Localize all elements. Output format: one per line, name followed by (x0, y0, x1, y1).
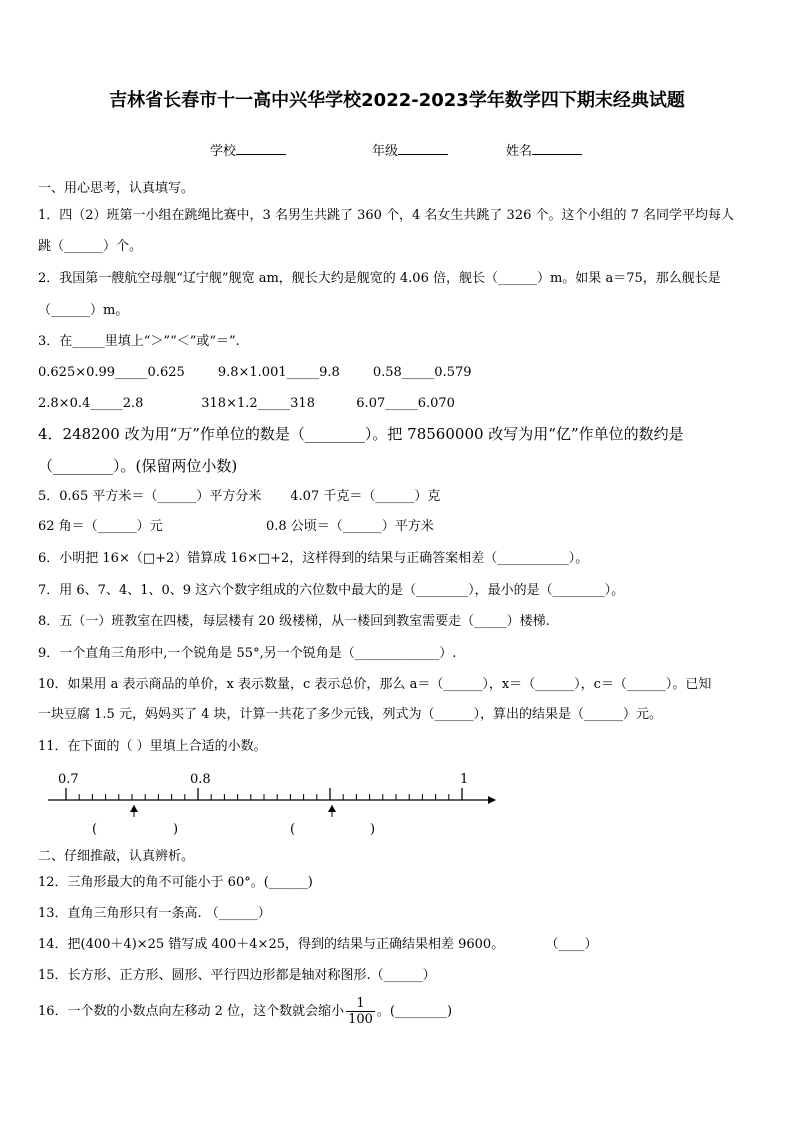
question-3-row-1: 0.625×0.99_____0.625 9.8×1.001_____9.8 0.58_____0.579 (38, 365, 472, 380)
question-15: 15．长方形、正方形、圆形、平行四边形都是轴对称图形.（______） (38, 968, 436, 983)
question-1-line-1: 1．四（2）班第一小组在跳绳比赛中，3 名男生共跳了 360 个，4 名女生共跳了 326 个。这个小组的 7 名同学平均每人 (38, 208, 735, 223)
answer-paren-1-close[interactable]: ) (173, 822, 179, 837)
question-6: 6．小明把 16×（□+2）错算成 16×□+2，这样得到的结果与正确答案相差（___________）。 (38, 551, 589, 566)
fraction-numerator: 1 (346, 996, 375, 1012)
question-16 (38, 994, 452, 1030)
school-label: 学校 (210, 144, 237, 159)
question-5-row-1: 5．0.65 平方米＝（______）平方分米 4.07 千克＝（______）克 (38, 489, 441, 504)
question-9: 9．一个直角三角形中,一个锐角是 55°,另一个锐角是（_____________）. (38, 646, 457, 661)
question-2-line-2: （______）m。 (38, 303, 129, 318)
question-3: 3．在_____里填上“＞”“＜”或“＝”. (38, 334, 240, 349)
arrow-pointer-1-head (130, 805, 138, 812)
question-4-line-1: 4．248200 改为用“万”作单位的数是（________）。把 78560000 改写为用“亿”作单位的数约是 (38, 425, 684, 443)
number-line-label-1: 1 (460, 772, 469, 787)
name-label: 姓名 (506, 144, 533, 159)
fraction-one-hundredth (346, 996, 375, 1027)
question-5-row-2: 62 角＝（______）元 0.8 公顷＝（______）平方米 (38, 519, 434, 534)
question-10-line-1: 10．如果用 a 表示商品的单价，x 表示数量，c 表示总价，那么 a＝（______），x＝（______），c＝（______）。已知 (38, 677, 712, 692)
number-line-ticks (66, 788, 462, 800)
question-8: 8．五（一）班教室在四楼，每层楼有 20 级楼梯，从一楼回到教室需要走（_____）楼梯. (38, 614, 550, 629)
question-2-line-1: 2．我国第一艘航空母舰“辽宁舰”舰宽 am，舰长大约是舰宽的 4.06 倍，舰长（______）m。如果 a＝75，那么舰长是 (38, 271, 721, 286)
section-heading-2: 二、仔细推敲，认真辨析。 (38, 849, 195, 864)
question-4-line-2: （________）。(保留两位小数) (38, 457, 238, 475)
question-7: 7．用 6、7、4、1、0、9 这六个数字组成的六位数中最大的是（________），最小的是（________）。 (38, 583, 625, 598)
question-13: 13．直角三角形只有一条高. （______） (38, 906, 271, 921)
question-16-answer: 。(________) (376, 1004, 453, 1019)
answer-paren-2-open[interactable]: ( (290, 822, 296, 837)
name-blank[interactable] (532, 141, 582, 155)
question-1-line-2: 跳（______）个。 (38, 239, 143, 254)
number-line-figure (40, 765, 500, 840)
number-line-label-0-7: 0.7 (58, 772, 79, 787)
number-line-label-0-8: 0.8 (190, 772, 211, 787)
answer-paren-1-open[interactable]: ( (92, 822, 98, 837)
school-blank[interactable] (236, 141, 286, 155)
section-heading-1: 一、用心思考，认真填写。 (38, 181, 195, 196)
question-14: 14．把(400＋4)×25 错写成 400＋4×25，得到的结果与正确结果相差 9600。 （____） (38, 937, 598, 952)
question-10-line-2: 一块豆腐 1.5 元，妈妈买了 4 块，计算一共花了多少元钱，列式为（______），算出的结果是（______）元。 (38, 707, 662, 722)
grade-blank[interactable] (398, 141, 448, 155)
fraction-denominator: 100 (348, 1012, 373, 1027)
question-11: 11．在下面的（ ）里填上合适的小数。 (38, 739, 267, 754)
question-16-text: 16．一个数的小数点向左移动 2 位，这个数就会缩小 (38, 1004, 345, 1019)
school-field (210, 140, 286, 159)
grade-label: 年级 (372, 144, 399, 159)
answer-paren-2-close[interactable]: ) (370, 822, 376, 837)
name-field (506, 140, 582, 159)
grade-field (372, 140, 448, 159)
question-12: 12．三角形最大的角不可能小于 60°。(______) (38, 875, 313, 890)
arrow-pointer-2-head (328, 805, 336, 812)
page-title: 吉林省长春市十一高中兴华学校2022-2023学年数学四下期末经典试题 (109, 90, 685, 111)
number-line-arrowhead (488, 796, 496, 804)
question-3-row-2: 2.8×0.4_____2.8 318×1.2_____318 6.07_____6.070 (38, 396, 455, 411)
